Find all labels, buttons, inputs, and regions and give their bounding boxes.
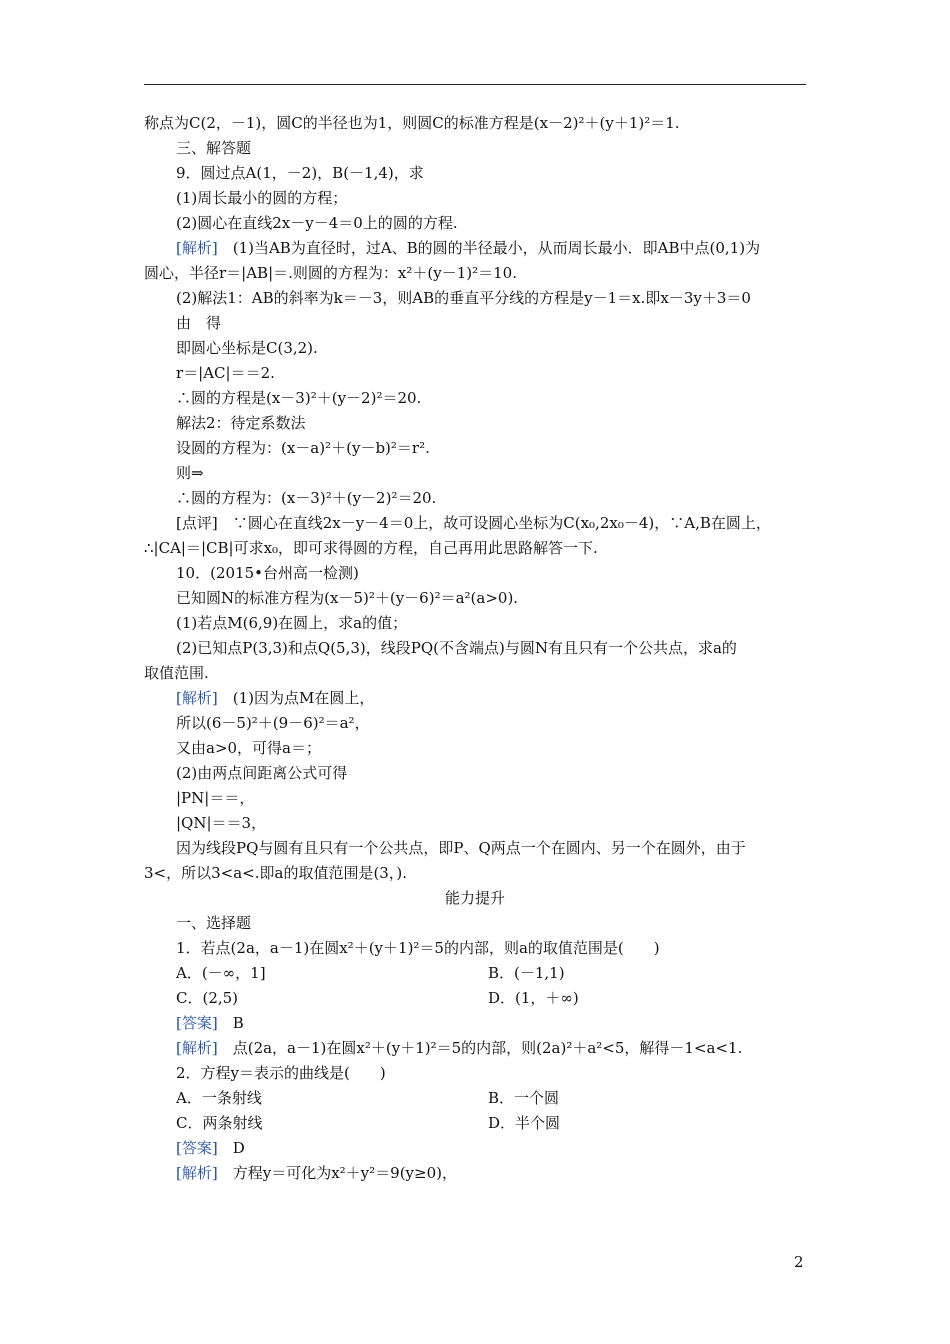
answer-tag: [解析] [176,239,218,257]
text-line [144,888,806,908]
line-text: 由 得 [176,314,222,332]
header-rule [144,84,806,85]
answer-tag: [解析] [176,1164,218,1182]
line-text: (2)已知点P(3,3)和点Q(5,3)，线段PQ(不含端点)与圆N有且只有一个公共点，求a的 [176,639,737,657]
line-text: 10．(2015•台州高一检测) [176,564,359,582]
text-line [176,188,347,208]
text-line [176,1163,457,1183]
line-text: (2)由两点间距离公式可得 [176,764,348,782]
text-line [176,438,430,458]
line-text: B [217,1014,244,1032]
text-line [176,338,318,358]
line-text: (1)当AB为直径时，过A、B的圆的半径最小，从而周长最小．即AB中点(0,1)为 [217,239,761,257]
text-line [176,638,737,658]
text-line [176,488,436,508]
line-text: D．半个圆 [488,1114,561,1132]
text-line [488,1088,559,1108]
text-line [176,513,771,533]
line-text: C．(2,5) [176,989,239,1007]
text-line [144,538,598,558]
text-line [176,613,407,633]
text-line [176,688,374,708]
text-line [176,1113,262,1133]
text-line [176,413,306,433]
text-line [176,463,204,483]
answer-tag: [解析] [176,1039,218,1057]
text-line [176,713,370,733]
text-line [176,1063,386,1083]
line-text: ∴圆的方程为：(x－3)²＋(y－2)²＝20. [176,489,437,507]
text-line [488,1113,560,1133]
line-text: 所以(6－5)²＋(9－6)²＝a²， [176,714,370,732]
line-text: 设圆的方程为：(x－a)²＋(y－b)²＝r². [176,439,430,457]
text-line [176,988,238,1008]
line-text: 圆心，半径r＝|AB|＝.则圆的方程为：x²＋(y－1)²＝10. [144,264,517,282]
line-text: 已知圆N的标准方程为(x－5)²＋(y－6)²＝a²(a>0). [176,589,519,607]
line-text: 解法2：待定系数法 [176,414,306,432]
text-line [176,313,221,333]
line-text: 1．若点(2a，a－1)在圆x²＋(y＋1)²＝5的内部，则a的取值范围是( ) [176,939,660,957]
answer-tag: [答案] [176,1014,218,1032]
text-line [176,213,458,233]
text-line [176,138,251,158]
text-line [176,238,760,258]
text-line [176,1088,262,1108]
text-line [176,938,660,958]
line-text: 点(2a，a－1)在圆x²＋(y＋1)²＝5的内部，则(2a)²＋a²<5，解得－1<a<1. [217,1039,743,1057]
line-text: 能力提升 [444,889,505,907]
text-line [176,363,275,383]
line-text: D [217,1139,245,1157]
line-text: 三、解答题 [176,139,252,157]
answer-tag: [解析] [176,689,218,707]
page-number: 2 [794,1253,804,1271]
line-text: 则⇒ [176,464,204,482]
line-text: D．(1，＋∞) [488,989,579,1007]
line-text: 因为线段PQ与圆有且只有一个公共点，即P、Q两点一个在圆内、另一个在圆外，由于 [176,839,746,857]
text-line [176,913,251,933]
text-line [176,813,266,833]
line-text: 称点为C(2，－1)，圆C的半径也为1，则圆C的标准方程是(x－2)²＋(y＋1)²＝1. [144,114,680,132]
text-line [176,963,266,983]
line-text: (2)圆心在直线2x－y－4＝0上的圆的方程. [176,214,458,232]
text-line [176,563,359,583]
text-line [176,288,751,308]
text-line [488,963,565,983]
line-text: (1)因为点M在圆上， [217,689,375,707]
line-text: (2)解法1：AB的斜率为k＝－3，则AB的垂直平分线的方程是y－1＝x.即x－3y＋3＝0 [176,289,751,307]
line-text: ∴圆的方程是(x－3)²＋(y－2)²＝20. [176,389,422,407]
text-line [176,388,421,408]
line-text: 方程y＝可化为x²＋y²＝9(y≥0)， [217,1164,457,1182]
text-line [176,788,254,808]
line-text: 2．方程y＝表示的曲线是( ) [176,1064,386,1082]
text-line [144,663,209,683]
line-text: A．(－∞，1] [176,964,266,982]
text-line [176,1013,244,1033]
line-text: ∴|CA|＝|CB|可求x₀，即可求得圆的方程，自己再用此思路解答一下. [144,539,598,557]
line-text: 取值范围. [144,664,209,682]
line-text: |QN|＝＝3， [176,814,267,832]
line-text: (1)若点M(6,9)在圆上，求a的值； [176,614,408,632]
text-line [144,863,407,883]
line-text: [点评] ∵圆心在直线2x－y－4＝0上，故可设圆心坐标为C(x₀,2x₀－4)，∵A,B在圆上， [176,514,771,532]
text-line [488,988,579,1008]
line-text: B．(－1,1) [488,964,565,982]
text-line [176,1038,742,1058]
text-line [176,1138,245,1158]
text-line [176,163,424,183]
line-text: A．一条射线 [176,1089,262,1107]
line-text: 9．圆过点A(1，－2)，B(－1,4)，求 [176,164,424,182]
text-line [144,113,680,133]
text-line [176,588,518,608]
answer-tag: [答案] [176,1139,218,1157]
line-text: 一、选择题 [176,914,252,932]
text-line [176,838,746,858]
line-text: |PN|＝＝， [176,789,255,807]
text-line [144,263,517,283]
line-text: C．两条射线 [176,1114,263,1132]
text-line [176,738,321,758]
line-text: 3<，所以3<a<.即a的取值范围是(3，). [144,864,407,882]
line-text: 即圆心坐标是C(3,2). [176,339,318,357]
line-text: r＝|AC|＝＝2. [176,364,275,382]
line-text: (1)周长最小的圆的方程； [176,189,348,207]
line-text: B．一个圆 [488,1089,560,1107]
text-line [176,763,347,783]
line-text: 又由a>0，可得a＝； [176,739,321,757]
